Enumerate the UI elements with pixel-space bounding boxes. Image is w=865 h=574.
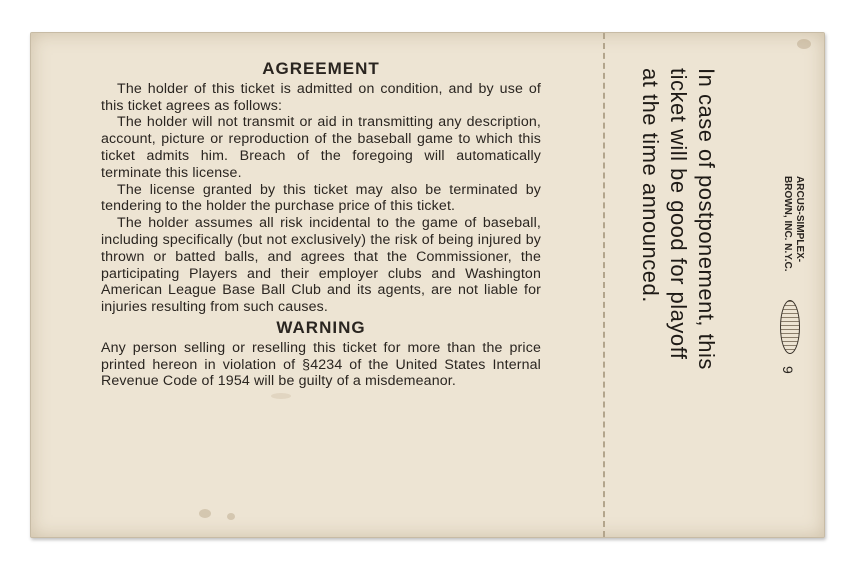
agreement-panel	[101, 61, 541, 390]
printer-line: BROWN, INC. N.Y.C.	[782, 176, 793, 272]
perforation-line	[603, 33, 605, 537]
postponement-line: at the time announced.	[638, 68, 663, 303]
agreement-heading: AGREEMENT	[262, 59, 380, 78]
agreement-paragraph: The holder assumes all risk incidental to the game of baseball, including specifically (but not exclusively) the risk of being injured by thrown or batted balls, and agrees that the Commissioner, the participating Players and their employer clubs and Washington American League Base Ball Club and its agents, are not liable for injuries resulting from such causes.	[101, 215, 541, 316]
stain-mark	[199, 509, 211, 518]
printer-line: ARCUS-SIMPLEX-	[794, 176, 805, 263]
stain-mark	[797, 39, 811, 49]
postponement-line: In case of postponement, this	[694, 68, 719, 370]
stain-mark	[227, 513, 235, 520]
postponement-line: ticket will be good for playoff	[666, 68, 691, 360]
stain-mark	[271, 393, 291, 399]
agreement-paragraph: The holder of this ticket is admitted on condition, and by use of this ticket agrees as follows:	[101, 80, 541, 114]
warning-text: Any person selling or reselling this ticket for more than the price printed hereon in violation of §4234 of the United States Internal Revenue Code of 1954 will be guilty of a misdemeanor.	[101, 339, 541, 390]
union-label-icon	[780, 300, 800, 354]
postponement-notice	[636, 68, 720, 488]
warning-heading: WARNING	[276, 317, 366, 337]
plate-number: 9	[780, 366, 796, 374]
agreement-paragraph: The license granted by this ticket may also be terminated by tendering to the holder the purchase price of this ticket.	[101, 181, 541, 215]
agreement-paragraph: The holder will not transmit or aid in transmitting any description, account, picture or reproduction of the baseball game to which this ticket admits him. Breach of the foregoing will automatically terminate this license.	[101, 114, 541, 181]
printer-credit	[781, 176, 805, 272]
